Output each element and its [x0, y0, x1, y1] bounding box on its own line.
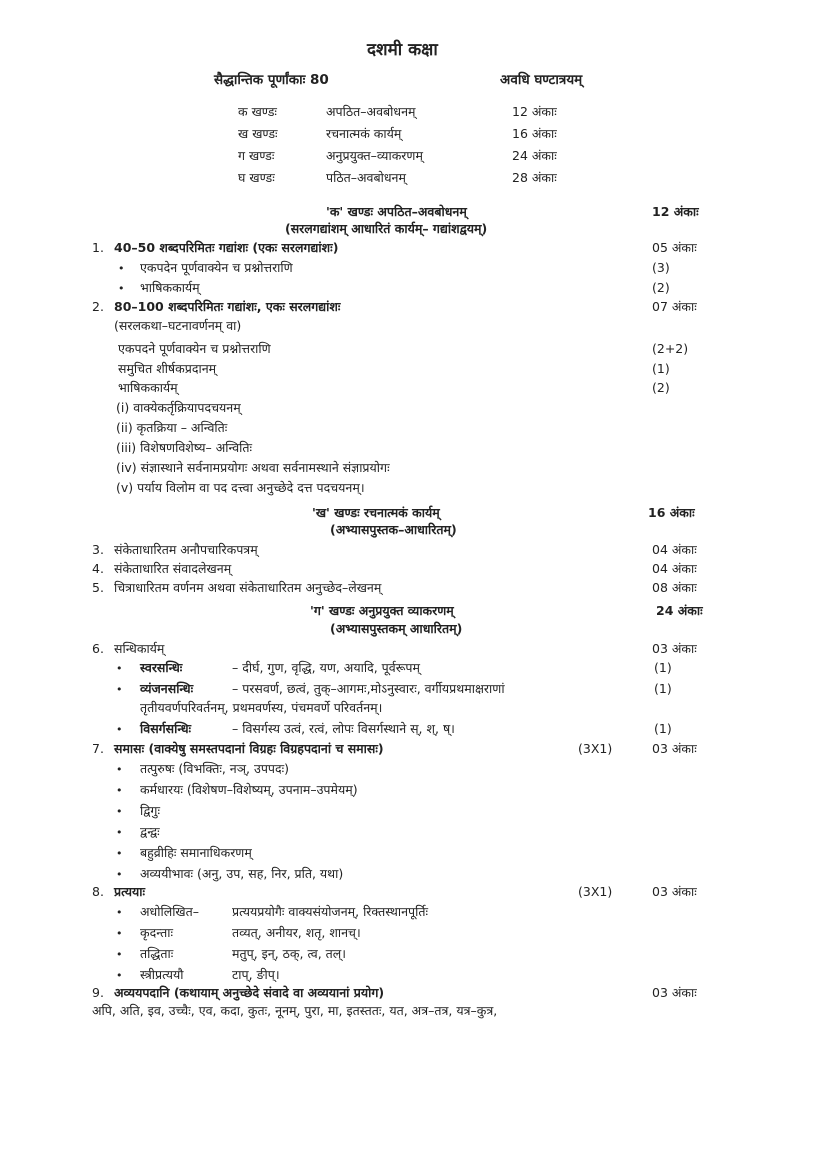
bullet-icon: •: [116, 662, 123, 675]
q3-marks: 04 अंकाः: [652, 542, 697, 557]
q7-mult: (3X1): [578, 741, 613, 756]
q8-item-text: मतुप्, इन्, ठक्, त्व, तल्।: [232, 946, 347, 961]
q8-text: प्रत्ययाः: [114, 884, 146, 899]
q7-text: समासः (वाक्येषु समस्तपदानां विग्रहः विग्रहपदानां च समासः): [114, 741, 384, 756]
bullet-icon: •: [116, 805, 123, 818]
bullet-icon: •: [116, 868, 123, 881]
section-ga-sub: (अभ्यासपुस्तकम् आधारितम्): [330, 621, 463, 636]
q2-item: समुचित शीर्षकप्रदानम्: [118, 361, 217, 376]
q6-item-text: – दीर्घ, गुण, वृद्धि, यण, अयादि, पूर्वरूपम्: [232, 660, 421, 675]
q1-number: 1.: [92, 240, 104, 255]
summary-name: पठित–अवबोधनम्: [326, 170, 406, 185]
bullet-icon: •: [116, 723, 123, 736]
q2-subitem: (i) वाक्येकर्तृक्रियापदचयनम्: [116, 400, 241, 415]
q6-item-marks: (1): [654, 660, 672, 675]
q2-item-marks: (2+2): [652, 341, 689, 356]
bullet-icon: •: [118, 282, 125, 295]
bullet-icon: •: [116, 683, 123, 696]
summary-marks: 12 अंकाः: [512, 104, 557, 119]
q2-item: एकपदने पूर्णवाक्येन च प्रश्नोत्तराणि: [118, 341, 271, 356]
q3-number: 3.: [92, 542, 104, 557]
q4-number: 4.: [92, 561, 104, 576]
section-kha-sub: (अभ्यासपुस्तक–आधारितम्): [330, 522, 457, 537]
summary-name: अपठित–अवबोधनम्: [326, 104, 416, 119]
summary-name: रचनात्मकं कार्यम्: [326, 126, 402, 141]
q6-number: 6.: [92, 641, 104, 656]
bullet-icon: •: [116, 948, 123, 961]
q2-sub: (सरलकथा–घटनावर्णनम् वा): [114, 318, 242, 333]
bullet-icon: •: [116, 763, 123, 776]
q2-item-marks: (1): [652, 361, 670, 376]
bullet-icon: •: [116, 906, 123, 919]
q7-item: द्विगुः: [140, 803, 160, 818]
q5-marks: 08 अंकाः: [652, 580, 697, 595]
summary-name: अनुप्रयुक्त–व्याकरणम्: [326, 148, 423, 163]
q7-number: 7.: [92, 741, 104, 756]
q2-subitem: (iii) विशेषणविशेष्य– अन्वितिः: [116, 440, 253, 455]
q6-marks: 03 अंकाः: [652, 641, 697, 656]
q6-item-marks: (1): [654, 681, 672, 696]
q8-item-label: तद्धिताः: [140, 946, 174, 961]
duration: अवधि घण्टात्रयम्: [500, 72, 583, 88]
q8-item-label: स्त्रीप्रत्ययौ: [140, 967, 184, 982]
section-kha-marks: 16 अंकाः: [648, 505, 695, 520]
summary-marks: 24 अंकाः: [512, 148, 557, 163]
q6-text: सन्धिकार्यम्: [114, 641, 165, 656]
summary-marks: 16 अंकाः: [512, 126, 557, 141]
summary-marks: 28 अंकाः: [512, 170, 557, 185]
q6-item-text-cont: तृतीयवर्णपरिवर्तनम्, प्रथमवर्णस्य, पंचमवर्णे परिवर्तनम्।: [140, 700, 383, 715]
q9-line2: अपि, अति, इव, उच्चैः, एव, कदा, कुतः, नूनम्, पुरा, मा, इतस्ततः, यत, अत्र–तत्र, यत्र–कुत्र,: [92, 1003, 498, 1018]
q7-item: कर्मधारयः (विशेषण–विशेष्यम्, उपनाम–उपमेयम्): [140, 782, 358, 797]
q4-text: संकेताधारित संवादलेखनम्: [114, 561, 232, 576]
q7-marks: 03 अंकाः: [652, 741, 697, 756]
q2-subitem: (v) पर्याय विलोम वा पद दत्त्वा अनुच्छेदे दत्त पदचयनम्।: [116, 480, 365, 495]
q4-marks: 04 अंकाः: [652, 561, 697, 576]
section-ka-marks: 12 अंकाः: [652, 204, 699, 219]
q7-item: तत्पुरुषः (विभक्तिः, नञ्, उपपदः): [140, 761, 290, 776]
q1-item-marks: (2): [652, 280, 670, 295]
q3-text: संकेताधारितम अनौपचारिकपत्रम्: [114, 542, 258, 557]
q8-item-label: कृदन्ताः: [140, 925, 173, 940]
section-ka-heading: 'क' खण्डः अपठित–अवबोधनम्: [326, 204, 467, 219]
summary-section: ग खण्डः: [238, 148, 275, 163]
section-ga-marks: 24 अंकाः: [656, 603, 703, 618]
q1-text: 40–50 शब्दपरिमितः गद्यांशः (एकः सरलगद्यांशः): [114, 240, 339, 255]
q7-item: द्वन्द्वः: [140, 824, 160, 839]
bullet-icon: •: [116, 847, 123, 860]
bullet-icon: •: [116, 969, 123, 982]
q1-item: एकपदेन पूर्णवाक्येन च प्रश्नोत्तराणि: [140, 260, 293, 275]
q5-number: 5.: [92, 580, 104, 595]
q2-subitem: (ii) कृतक्रिया – अन्वितिः: [116, 420, 228, 435]
q8-item-text: तव्यत्, अनीयर, शतृ, शानच्।: [232, 925, 361, 940]
q2-number: 2.: [92, 299, 104, 314]
q2-subitem: (iv) संज्ञास्थाने सर्वनामप्रयोगः अथवा सर्वनामस्थाने संज्ञाप्रयोगः: [116, 460, 390, 475]
q8-item-text: टाप्, ङीप्।: [232, 967, 280, 982]
q9-number: 9.: [92, 985, 104, 1000]
bullet-icon: •: [116, 784, 123, 797]
bullet-icon: •: [116, 927, 123, 940]
q8-mult: (3X1): [578, 884, 613, 899]
q2-marks: 07 अंकाः: [652, 299, 697, 314]
q8-marks: 03 अंकाः: [652, 884, 697, 899]
q2-item-marks: (2): [652, 380, 670, 395]
q2-text: 80–100 शब्दपरिमितः गद्यांशः, एकः सरलगद्यांशः: [114, 299, 341, 314]
q2-item: भाषिककार्यम्: [118, 380, 178, 395]
q1-item: भाषिककार्यम्: [140, 280, 200, 295]
q6-item-marks: (1): [654, 721, 672, 736]
q9-text: अव्ययपदानि (कथायाम् अनुच्छेदे संवादे वा अव्ययानां प्रयोग): [114, 985, 385, 1000]
q8-item-label: अधोलिखित–: [140, 904, 200, 919]
q8-item-text: प्रत्ययप्रयोगैः वाक्यसंयोजनम्, रिक्तस्थानपूर्तिः: [232, 904, 429, 919]
bullet-icon: •: [118, 262, 125, 275]
summary-section: घ खण्डः: [238, 170, 275, 185]
q7-item: बहुव्रीहिः समानाधिकरणम्: [140, 845, 252, 860]
q9-marks: 03 अंकाः: [652, 985, 697, 1000]
total-marks: सैद्धान्तिक पूर्णांकाः 80: [214, 72, 329, 88]
section-kha-heading: 'ख' खण्डः रचनात्मकं कार्यम्: [312, 505, 440, 520]
q6-item-label: स्वरसन्धिः: [140, 660, 183, 675]
q1-marks: 05 अंकाः: [652, 240, 697, 255]
bullet-icon: •: [116, 826, 123, 839]
q7-item: अव्ययीभावः (अनु, उप, सह, निर, प्रति, यथा): [140, 866, 344, 881]
summary-section: ख खण्डः: [238, 126, 278, 141]
q8-number: 8.: [92, 884, 104, 899]
summary-section: क खण्डः: [238, 104, 277, 119]
section-ka-sub: (सरलगद्यांशम् आधारितं कार्यम्– गद्यांशद्वयम्): [285, 221, 488, 236]
q6-item-text: – परसवर्ण, छत्वं, तुक्–आगमः,मोऽनुस्वारः, वर्गीयप्रथमाक्षराणां: [232, 681, 505, 696]
q6-item-text: – विसर्गस्य उत्वं, रत्वं, लोपः विसर्गस्थाने स्, श्, ष्।: [232, 721, 455, 736]
q1-item-marks: (3): [652, 260, 670, 275]
page-title: दशमी कक्षा: [367, 40, 438, 60]
section-ga-heading: 'ग' खण्डः अनुप्रयुक्त व्याकरणम्: [310, 603, 454, 618]
q6-item-label: व्यंजनसन्धिः: [140, 681, 194, 696]
q6-item-label: विसर्गसन्धिः: [140, 721, 192, 736]
q5-text: चित्राधारितम वर्णनम अथवा संकेताधारितम अनुच्छेद–लेखनम्: [114, 580, 382, 595]
